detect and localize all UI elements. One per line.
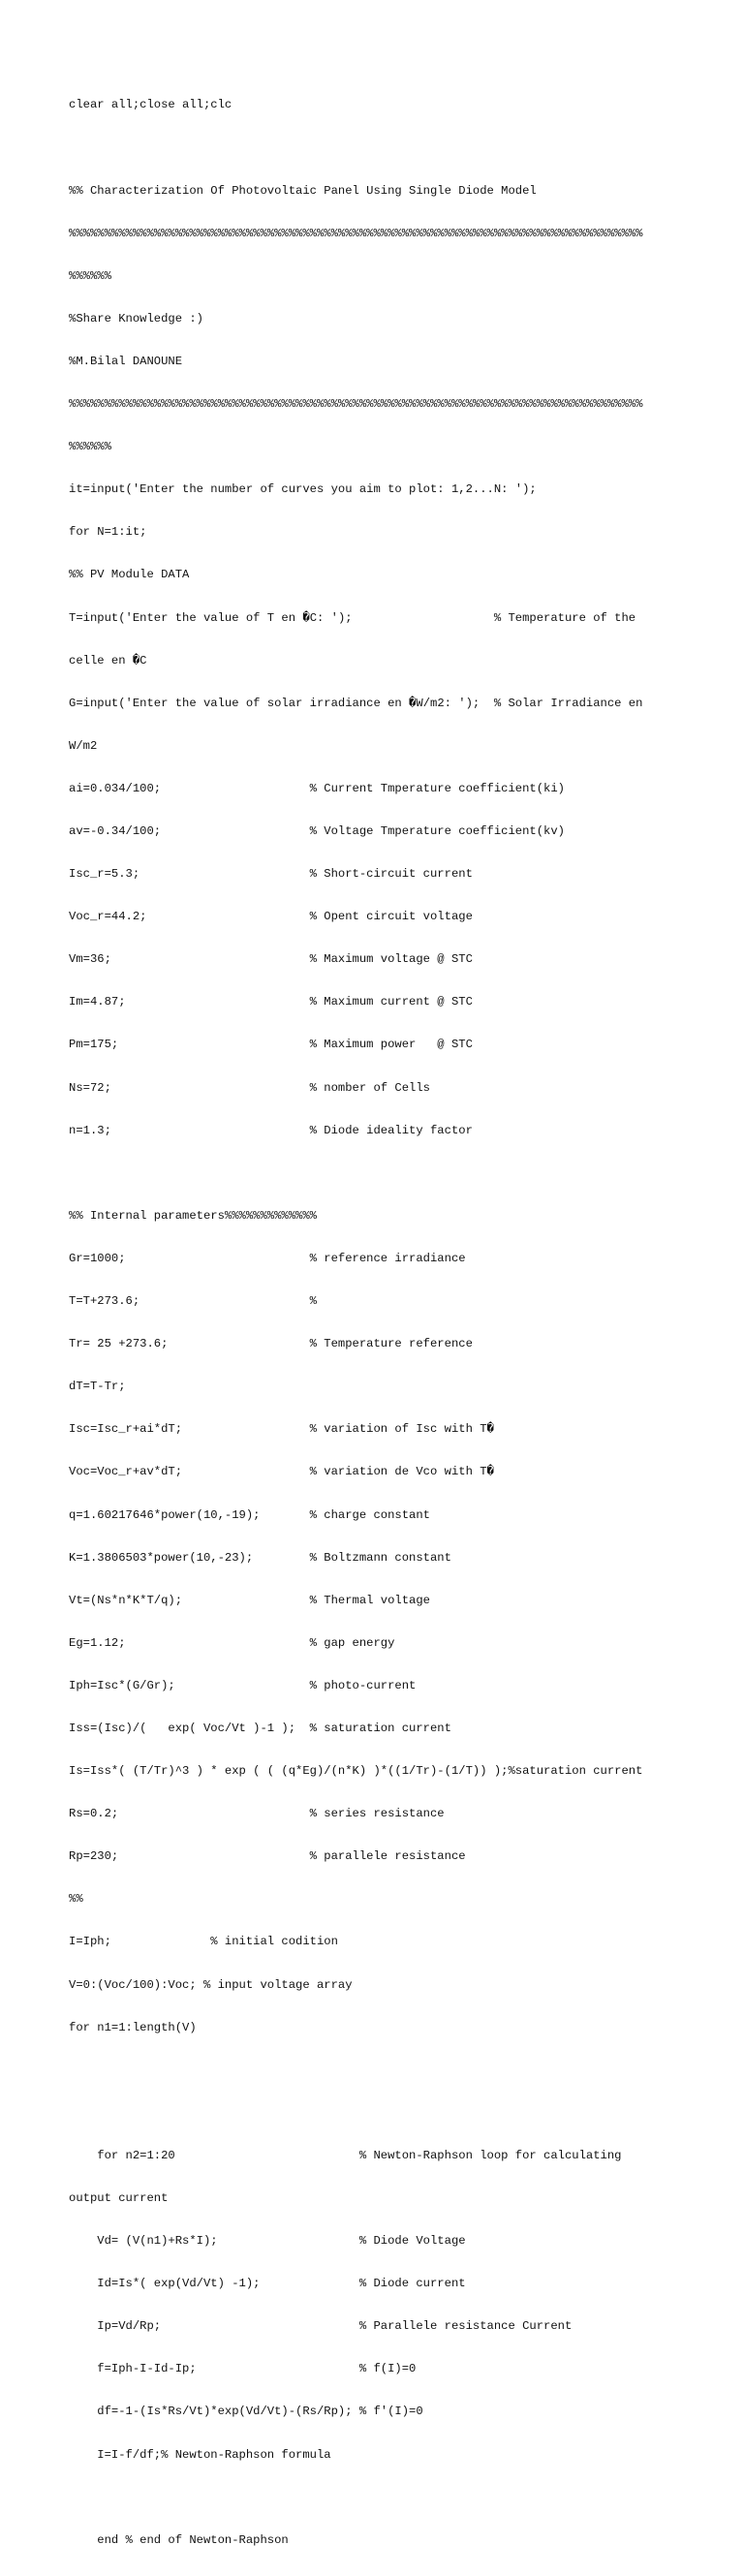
code-line: W/m2 (69, 738, 98, 753)
code-line: for n1=1:length(V) (69, 2020, 197, 2034)
code-line: I=I-f/df;% Newton-Raphson formula (69, 2447, 331, 2462)
code-line: Id=Is*( exp(Vd/Vt) -1); % Diode current (69, 2277, 466, 2291)
code-line (69, 2064, 689, 2078)
code-line: %Share Knowledge :) (69, 311, 203, 326)
code-line: celle en �C (69, 653, 147, 667)
matlab-code-listing (69, 70, 689, 2576)
code-line (69, 141, 689, 156)
code-line: av=-0.34/100; % Voltage Tmperature coefficient(kv) (69, 824, 565, 838)
code-line: %%%%%%%%%%%%%%%%%%%%%%%%%%%%%%%%%%%%%%%%%%%%%%%%%%%%%%%%%%%%%%%%%%%%%%%%%%%%%%%%% (69, 226, 643, 240)
code-line: Rp=230; % parallele resistance (69, 1849, 466, 1864)
code-line: end % end of Newton-Raphson (69, 2532, 289, 2547)
code-line: Vd= (V(n1)+Rs*I); % Diode Voltage (69, 2234, 466, 2249)
code-line: K=1.3806503*power(10,-23); % Boltzmann constant (69, 1550, 451, 1565)
code-line: Vm=36; % Maximum voltage @ STC (69, 952, 473, 967)
code-line: T=T+273.6; % (69, 1294, 317, 1309)
code-line: V=0:(Voc/100):Voc; % input voltage array (69, 1977, 353, 1992)
code-line (69, 2491, 689, 2505)
code-line: %% Characterization Of Photovoltaic Panel Using Single Diode Model (69, 183, 537, 198)
code-line: Voc_r=44.2; % Opent circuit voltage (69, 910, 473, 924)
code-line: %% PV Module DATA (69, 568, 190, 582)
code-line: G=input('Enter the value of solar irradiance en �W/m2: '); % Solar Irradiance en (69, 696, 643, 710)
code-line: f=Iph-I-Id-Ip; % f(I)=0 (69, 2362, 417, 2376)
code-line: Isc=Isc_r+ai*dT; % variation of Isc with T� (69, 1422, 494, 1437)
code-line: I=Iph; % initial codition (69, 1935, 338, 1949)
code-line: q=1.60217646*power(10,-19); % charge constant (69, 1507, 430, 1522)
code-line: it=input('Enter the number of curves you aim to plot: 1,2...N: '); (69, 482, 537, 497)
code-line (69, 1166, 689, 1181)
code-line: Isc_r=5.3; % Short-circuit current (69, 867, 473, 882)
code-line: Eg=1.12; % gap energy (69, 1635, 395, 1650)
code-line: df=-1-(Is*Rs/Vt)*exp(Vd/Vt)-(Rs/Rp); % f'(I)=0 (69, 2405, 423, 2419)
code-line: clear all;close all;clc (69, 98, 232, 112)
code-line: %M.Bilal DANOUNE (69, 354, 183, 368)
code-line: Tr= 25 +273.6; % Temperature reference (69, 1337, 473, 1351)
code-line (69, 2106, 689, 2121)
code-line: %%%%%% (69, 268, 111, 283)
code-line: Im=4.87; % Maximum current @ STC (69, 995, 473, 1009)
code-line: Is=Iss*( (T/Tr)^3 ) * exp ( ( (q*Eg)/(n*K) )*((1/Tr)-(1/T)) );%saturation current (69, 1764, 643, 1779)
code-line: for n2=1:20 % Newton-Raphson loop for calculating (69, 2148, 622, 2162)
code-line: Voc=Voc_r+av*dT; % variation de Vco with T� (69, 1465, 494, 1479)
code-line: Ns=72; % nomber of Cells (69, 1080, 430, 1095)
code-line: Ip=Vd/Rp; % Parallele resistance Current (69, 2319, 573, 2334)
code-line: n=1.3; % Diode ideality factor (69, 1123, 473, 1137)
code-line: Rs=0.2; % series resistance (69, 1807, 445, 1821)
code-line: Gr=1000; % reference irradiance (69, 1251, 466, 1265)
code-line: Iph=Isc*(G/Gr); % photo-current (69, 1678, 417, 1692)
code-line: %% (69, 1892, 83, 1907)
code-line: Vt=(Ns*n*K*T/q); % Thermal voltage (69, 1593, 430, 1607)
code-line: Iss=(Isc)/( exp( Voc/Vt )-1 ); % saturation current (69, 1721, 451, 1735)
code-line: dT=T-Tr; (69, 1380, 126, 1394)
code-line: output current (69, 2191, 169, 2205)
code-line: T=input('Enter the value of T en �C: '); % Temperature of the (69, 610, 636, 625)
code-line: %% Internal parameters%%%%%%%%%%%%% (69, 1208, 317, 1223)
code-line: for N=1:it; (69, 525, 147, 540)
code-line: %%%%%% (69, 440, 111, 454)
code-line: ai=0.034/100; % Current Tmperature coefficient(ki) (69, 781, 565, 795)
code-line: Pm=175; % Maximum power @ STC (69, 1038, 473, 1052)
code-line: %%%%%%%%%%%%%%%%%%%%%%%%%%%%%%%%%%%%%%%%%%%%%%%%%%%%%%%%%%%%%%%%%%%%%%%%%%%%%%%%% (69, 397, 643, 412)
